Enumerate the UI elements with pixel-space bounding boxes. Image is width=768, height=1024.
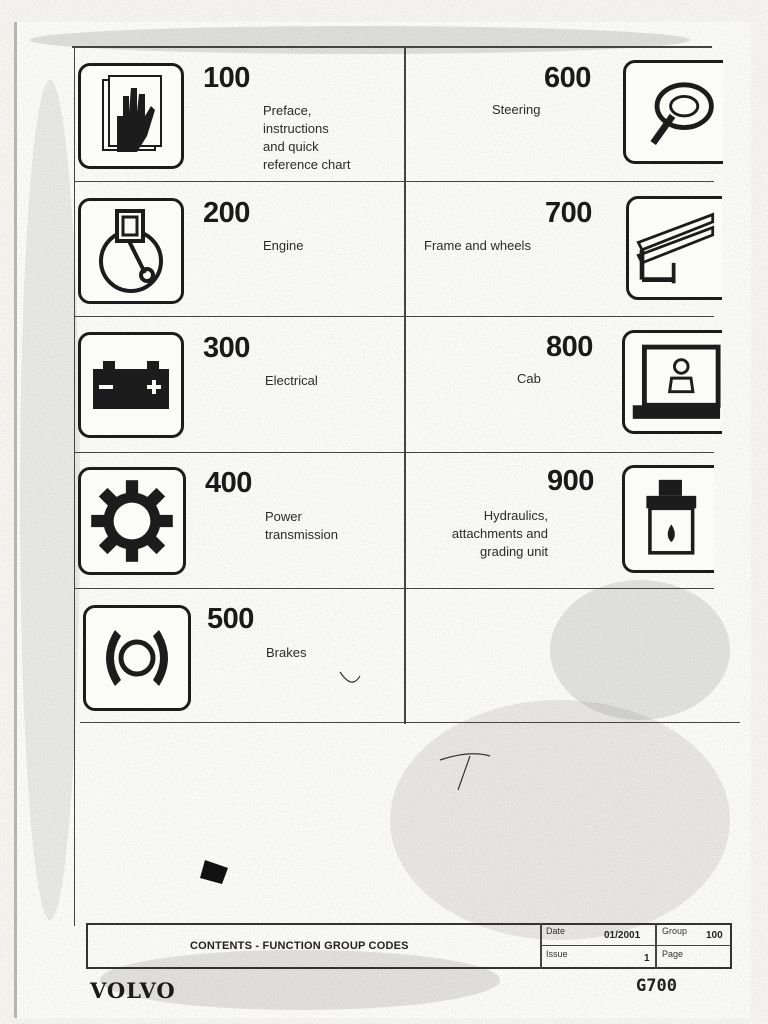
group-400-icon-box — [78, 467, 186, 575]
group-code-700: 700 — [545, 197, 592, 229]
date-label: Date — [546, 926, 566, 936]
hand-manual-icon — [81, 66, 181, 166]
volvo-logo: VOLVO — [90, 978, 176, 1003]
grid-row-line — [74, 452, 714, 453]
group-title-700: Frame and wheels — [424, 238, 531, 253]
title-block-divider — [540, 945, 732, 946]
group-title-100 — [263, 102, 350, 174]
group-title-400-line: Power — [265, 509, 302, 524]
gear-icon — [81, 470, 183, 572]
brake-icon — [86, 608, 188, 708]
group-label: Group — [662, 926, 688, 936]
cab-operator-icon — [625, 333, 722, 431]
group-code-800: 800 — [546, 331, 593, 363]
hydraulic-cylinder-icon — [625, 468, 714, 570]
group-title-500: Brakes — [266, 645, 307, 660]
group-code-500: 500 — [207, 603, 254, 635]
group-800-icon-box — [622, 330, 722, 434]
engine-piston-icon — [81, 201, 181, 301]
group-300-icon-box — [78, 332, 184, 438]
grid-row-line — [74, 181, 714, 182]
group-title-100-line: instructions — [263, 121, 329, 136]
group-value: 100 — [706, 930, 723, 941]
document-title: CONTENTS - FUNCTION GROUP CODES — [190, 940, 409, 952]
group-title-200: Engine — [263, 238, 304, 253]
machine-model: G700 — [636, 976, 677, 996]
title-block-divider — [540, 923, 542, 969]
group-title-400-line: transmission — [265, 527, 338, 542]
group-title-100-line: and quick — [263, 139, 319, 154]
steering-wheel-icon — [626, 63, 723, 161]
grid-center-line — [404, 46, 406, 724]
group-code-400: 400 — [205, 467, 252, 499]
group-code-300: 300 — [203, 332, 250, 364]
group-title-900-line: grading unit — [480, 544, 548, 559]
group-title-100-line: reference chart — [263, 157, 351, 172]
group-title-300: Electrical — [265, 373, 318, 388]
group-900-icon-box — [622, 465, 714, 573]
frame-icon — [629, 199, 722, 297]
issue-label: Issue — [546, 949, 568, 959]
group-title-800: Cab — [517, 371, 541, 386]
group-code-600: 600 — [544, 62, 591, 94]
group-title-900 — [440, 507, 548, 561]
date-value: 01/2001 — [604, 930, 641, 941]
group-code-900: 900 — [547, 465, 594, 497]
grid-left-line — [74, 46, 75, 926]
group-200-icon-box — [78, 198, 184, 304]
grid-row-line — [74, 588, 714, 589]
group-code-200: 200 — [203, 197, 250, 229]
page-label: Page — [662, 949, 684, 959]
group-code-100: 100 — [203, 62, 250, 94]
battery-icon — [81, 335, 181, 435]
title-block-divider — [655, 923, 657, 969]
issue-value: 1 — [644, 953, 650, 964]
grid-row-line — [74, 316, 714, 317]
group-600-icon-box — [623, 60, 723, 164]
group-title-400 — [265, 508, 338, 544]
group-title-600: Steering — [492, 102, 541, 117]
group-700-icon-box — [626, 196, 722, 300]
group-title-900-line: Hydraulics, — [483, 508, 548, 523]
grid-bottom-line — [80, 722, 740, 723]
group-title-100-line: Preface, — [263, 103, 312, 118]
group-title-900-line: attachments and — [451, 526, 548, 541]
grid-top-line — [72, 46, 712, 48]
group-100-icon-box — [78, 63, 184, 169]
group-500-icon-box — [83, 605, 191, 711]
